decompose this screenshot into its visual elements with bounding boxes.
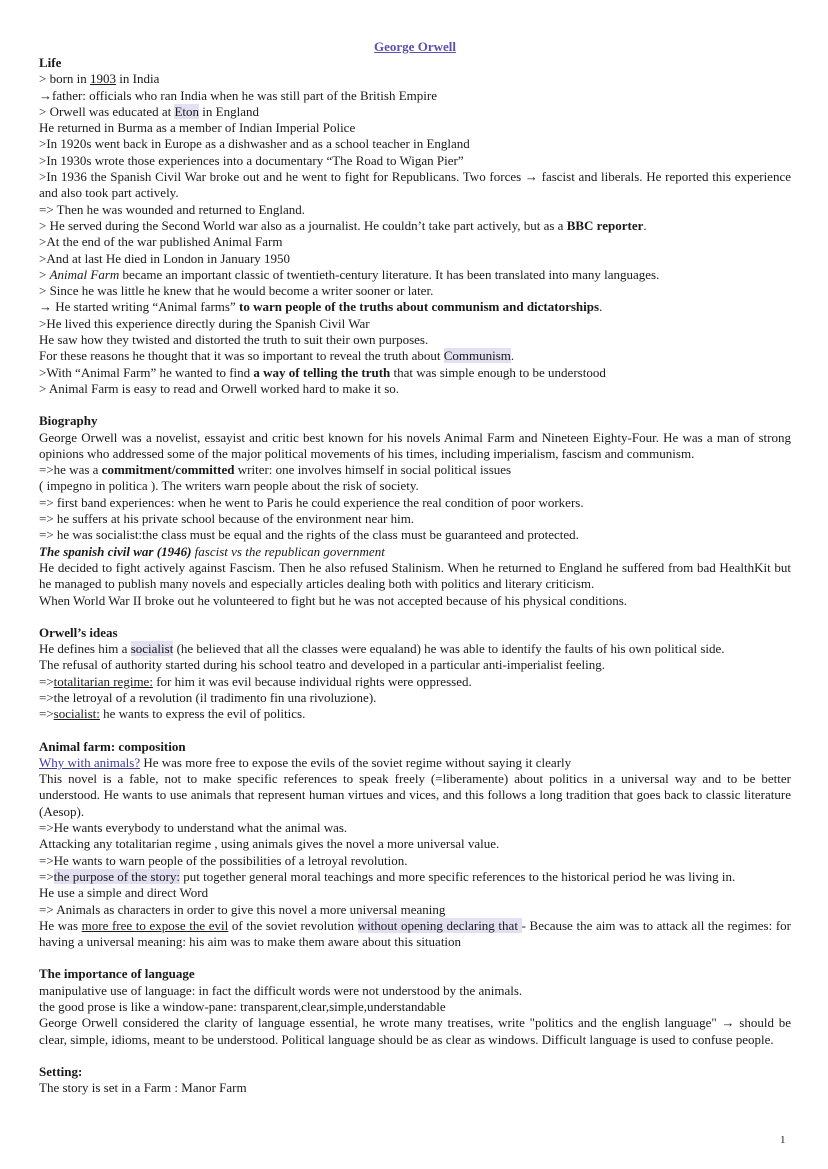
underlined-term: socialist: <box>53 706 100 722</box>
underlined-term: totalitarian regime: <box>53 673 153 689</box>
text-line: Attacking any totalitarian regime , using animals gives the novel a more universal value. <box>39 836 500 852</box>
text-line: => first band experiences: when he went to Paris he could experience the real condition of poor workers. <box>39 494 584 510</box>
text-line: When World War II broke out he volunteered to fight but he was not accepted because of his physical conditions. <box>39 592 628 608</box>
text-line: >At the end of the war published Animal Farm <box>39 234 283 250</box>
text-span: in India <box>116 71 160 87</box>
text-span: . <box>510 348 515 364</box>
highlight-eton: Eton <box>174 103 200 119</box>
section-language <box>39 966 791 1047</box>
section-heading-composition: Animal farm: composition <box>39 738 186 754</box>
text-line: => he suffers at his private school because of the environment near him. <box>39 511 415 527</box>
text-span: > He served during the Second World war also as a journalist. He couldn’t take part actively, but as a <box>39 217 567 233</box>
text-line: >In 1920s went back in Europe as a dishwasher and as a school teacher in England <box>39 136 470 152</box>
text-span: For these reasons he thought that it was so important to reveal the truth about <box>39 348 444 364</box>
text-span: writer: one involves himself in social political issues <box>234 462 512 478</box>
text-line: =>the letroyal of a revolution (il tradimento fin una rivoluzione). <box>39 689 377 705</box>
text-span: in England <box>199 103 259 119</box>
bold-phrase: to warn people of the truths about communism and dictatorships <box>239 299 600 315</box>
section-heading-life: Life <box>39 55 62 70</box>
italic-title: Animal Farm <box>49 266 120 282</box>
text-span: =>he was a <box>39 462 102 478</box>
text-line: He returned in Burma as a member of Indian Imperial Police <box>39 120 356 136</box>
text-line: →father: officials who ran India when he was still part of the British Empire <box>39 87 437 103</box>
text-paragraph: >In 1936 the Spanish Civil War broke out and he went to fight for Republicans. Two forces → fascist and liberals. He reported this experience and also took part actively. <box>39 169 791 201</box>
text-span: . <box>599 299 603 315</box>
text-span: . <box>643 217 647 233</box>
text-line <box>39 104 791 120</box>
text-span: > Orwell was educated at <box>39 103 175 119</box>
page-title: George Orwell <box>374 39 456 54</box>
text-span: He was <box>39 917 82 933</box>
text-paragraph: This novel is a fable, not to make specific references to speak freely (=liberamente) about politics in a universal way and to be better understood. He wants to use animals that represent human virtues and vices, and this follows a long tradition that goes back to classic literature (Aesop). <box>39 771 791 819</box>
text-line: the good prose is like a window-pane: transparent,clear,simple,understandable <box>39 999 446 1015</box>
highlight-purpose: the purpose of the story: <box>53 868 181 884</box>
text-line <box>39 755 791 771</box>
highlight-communism: Communism <box>443 348 511 364</box>
text-line: >And at last He died in London in January 1950 <box>39 250 291 266</box>
section-setting <box>39 1064 791 1097</box>
highlight-socialist: socialist <box>130 641 174 657</box>
text-line <box>39 674 791 690</box>
underlined-year: 1903 <box>90 71 117 87</box>
text-line: => Animals as characters in order to give this novel a more universal meaning <box>39 901 446 917</box>
text-line <box>39 299 791 315</box>
text-line <box>39 267 791 283</box>
bold-phrase: a way of telling the truth <box>253 364 391 380</box>
section-ideas <box>39 625 791 723</box>
text-line: =>He wants to warn people of the possibilities of a letroyal revolution. <box>39 852 408 868</box>
section-biography <box>39 413 791 609</box>
bold-phrase: commitment/committed <box>101 462 235 478</box>
text-line <box>39 706 791 722</box>
text-line: => he was socialist:the class must be equal and the rights of the class must be guaranteed and protected. <box>39 527 579 543</box>
text-span: => <box>39 673 54 689</box>
text-line <box>39 348 791 364</box>
why-with-animals-link[interactable]: Why with animals? <box>39 754 141 770</box>
text-line: ( impegno in politica ). The writers warn people about the risk of society. <box>39 478 419 494</box>
text-span: put together general moral teachings and more specific references to the historical period he was living in. <box>180 868 736 884</box>
text-span: > <box>39 266 50 282</box>
underlined-phrase: more free to expose the evil <box>81 917 229 933</box>
text-line <box>39 71 791 87</box>
page-number: 1 <box>780 1134 786 1146</box>
text-span: >With “Animal Farm” he wanted to find <box>39 364 254 380</box>
text-span: => <box>39 868 54 884</box>
bold-bbc-reporter: BBC reporter <box>566 217 644 233</box>
document-body <box>39 38 791 1113</box>
text-line: The story is set in a Farm : Manor Farm <box>39 1080 247 1096</box>
text-line: => Then he was wounded and returned to England. <box>39 201 306 217</box>
text-line: manipulative use of language: in fact the difficult words were not understood by the animals. <box>39 982 523 998</box>
text-line: He use a simple and direct Word <box>39 885 209 901</box>
text-span: he wants to express the evil of politics. <box>99 706 306 722</box>
highlight-phrase: without opening declaring that <box>357 917 522 933</box>
text-paragraph: George Orwell was a novelist, essayist and critic best known for his novels Animal Farm and Nineteen Eighty-Four. He was a man of strong opinions who addressed some of the major political movements of his times, including imperialism, fascism and communism. <box>39 429 791 461</box>
text-paragraph <box>39 918 791 951</box>
text-span: became an important classic of twentieth-century literature. It has been translated into many languages. <box>119 266 660 282</box>
text-line <box>39 641 791 657</box>
section-heading-language: The importance of language <box>39 966 195 982</box>
text-line <box>39 869 791 885</box>
text-span: He defines him a <box>39 641 131 657</box>
text-line <box>39 218 791 234</box>
section-composition <box>39 739 791 951</box>
text-paragraph: He decided to fight actively against Fascism. Then he also refused Stalinism. When he returned to England he suffered from bad HealthKit but he managed to publish many novels and especially articles dealing both with politics and literary criticism. <box>39 559 791 592</box>
bold-italic-phrase: The spanish civil war (1946) <box>39 543 192 559</box>
text-line: The refusal of authority started during his school teatro and developed in a particular anti-imperialist feeling. <box>39 657 606 673</box>
section-life <box>39 55 791 397</box>
text-span: > born in <box>39 71 91 87</box>
text-line: He saw how they twisted and distorted the truth to suit their own purposes. <box>39 332 429 348</box>
text-span: for him it was evil because individual rights were oppressed. <box>152 673 472 689</box>
text-span: that was simple enough to be understood <box>390 364 606 380</box>
text-line: >He lived this experience directly during the Spanish Civil War <box>39 315 370 331</box>
section-heading-ideas: Orwell’s ideas <box>39 624 118 640</box>
text-line: > Animal Farm is easy to read and Orwell worked hard to make it so. <box>39 380 400 396</box>
text-paragraph: George Orwell considered the clarity of language essential, he wrote many treatises, write "politics and the english language" → should be clear, simple, idioms, meant to be understood. Political language should be as clear as windows. Difficult language is used to confuse people. <box>39 1015 791 1047</box>
text-span: (he believed that all the classes were equaland) he was able to identify the faults of his own political side. <box>173 641 725 657</box>
text-line: =>He wants everybody to understand what the animal was. <box>39 820 348 836</box>
italic-phrase: fascist vs the republican government <box>191 543 385 559</box>
text-line <box>39 544 791 560</box>
text-span: → He started writing “Animal farms” <box>39 299 239 315</box>
section-heading-setting: Setting: <box>39 1063 83 1079</box>
text-span: => <box>39 706 54 722</box>
text-span: - Because the aim was to attack all the regimes: for having a universal meaning: his aim was to make them aware about this situation <box>39 917 791 950</box>
text-span: He was more free to expose the evils of the soviet regime without saying it clearly <box>140 754 572 770</box>
text-span: of the soviet revolution <box>228 917 358 933</box>
section-heading-biography: Biography <box>39 413 98 429</box>
text-line: > Since he was little he knew that he would become a writer sooner or later. <box>39 283 434 299</box>
text-line: >In 1930s wrote those experiences into a documentary “The Road to Wigan Pier” <box>39 152 464 168</box>
text-line <box>39 365 791 381</box>
text-line <box>39 462 791 478</box>
